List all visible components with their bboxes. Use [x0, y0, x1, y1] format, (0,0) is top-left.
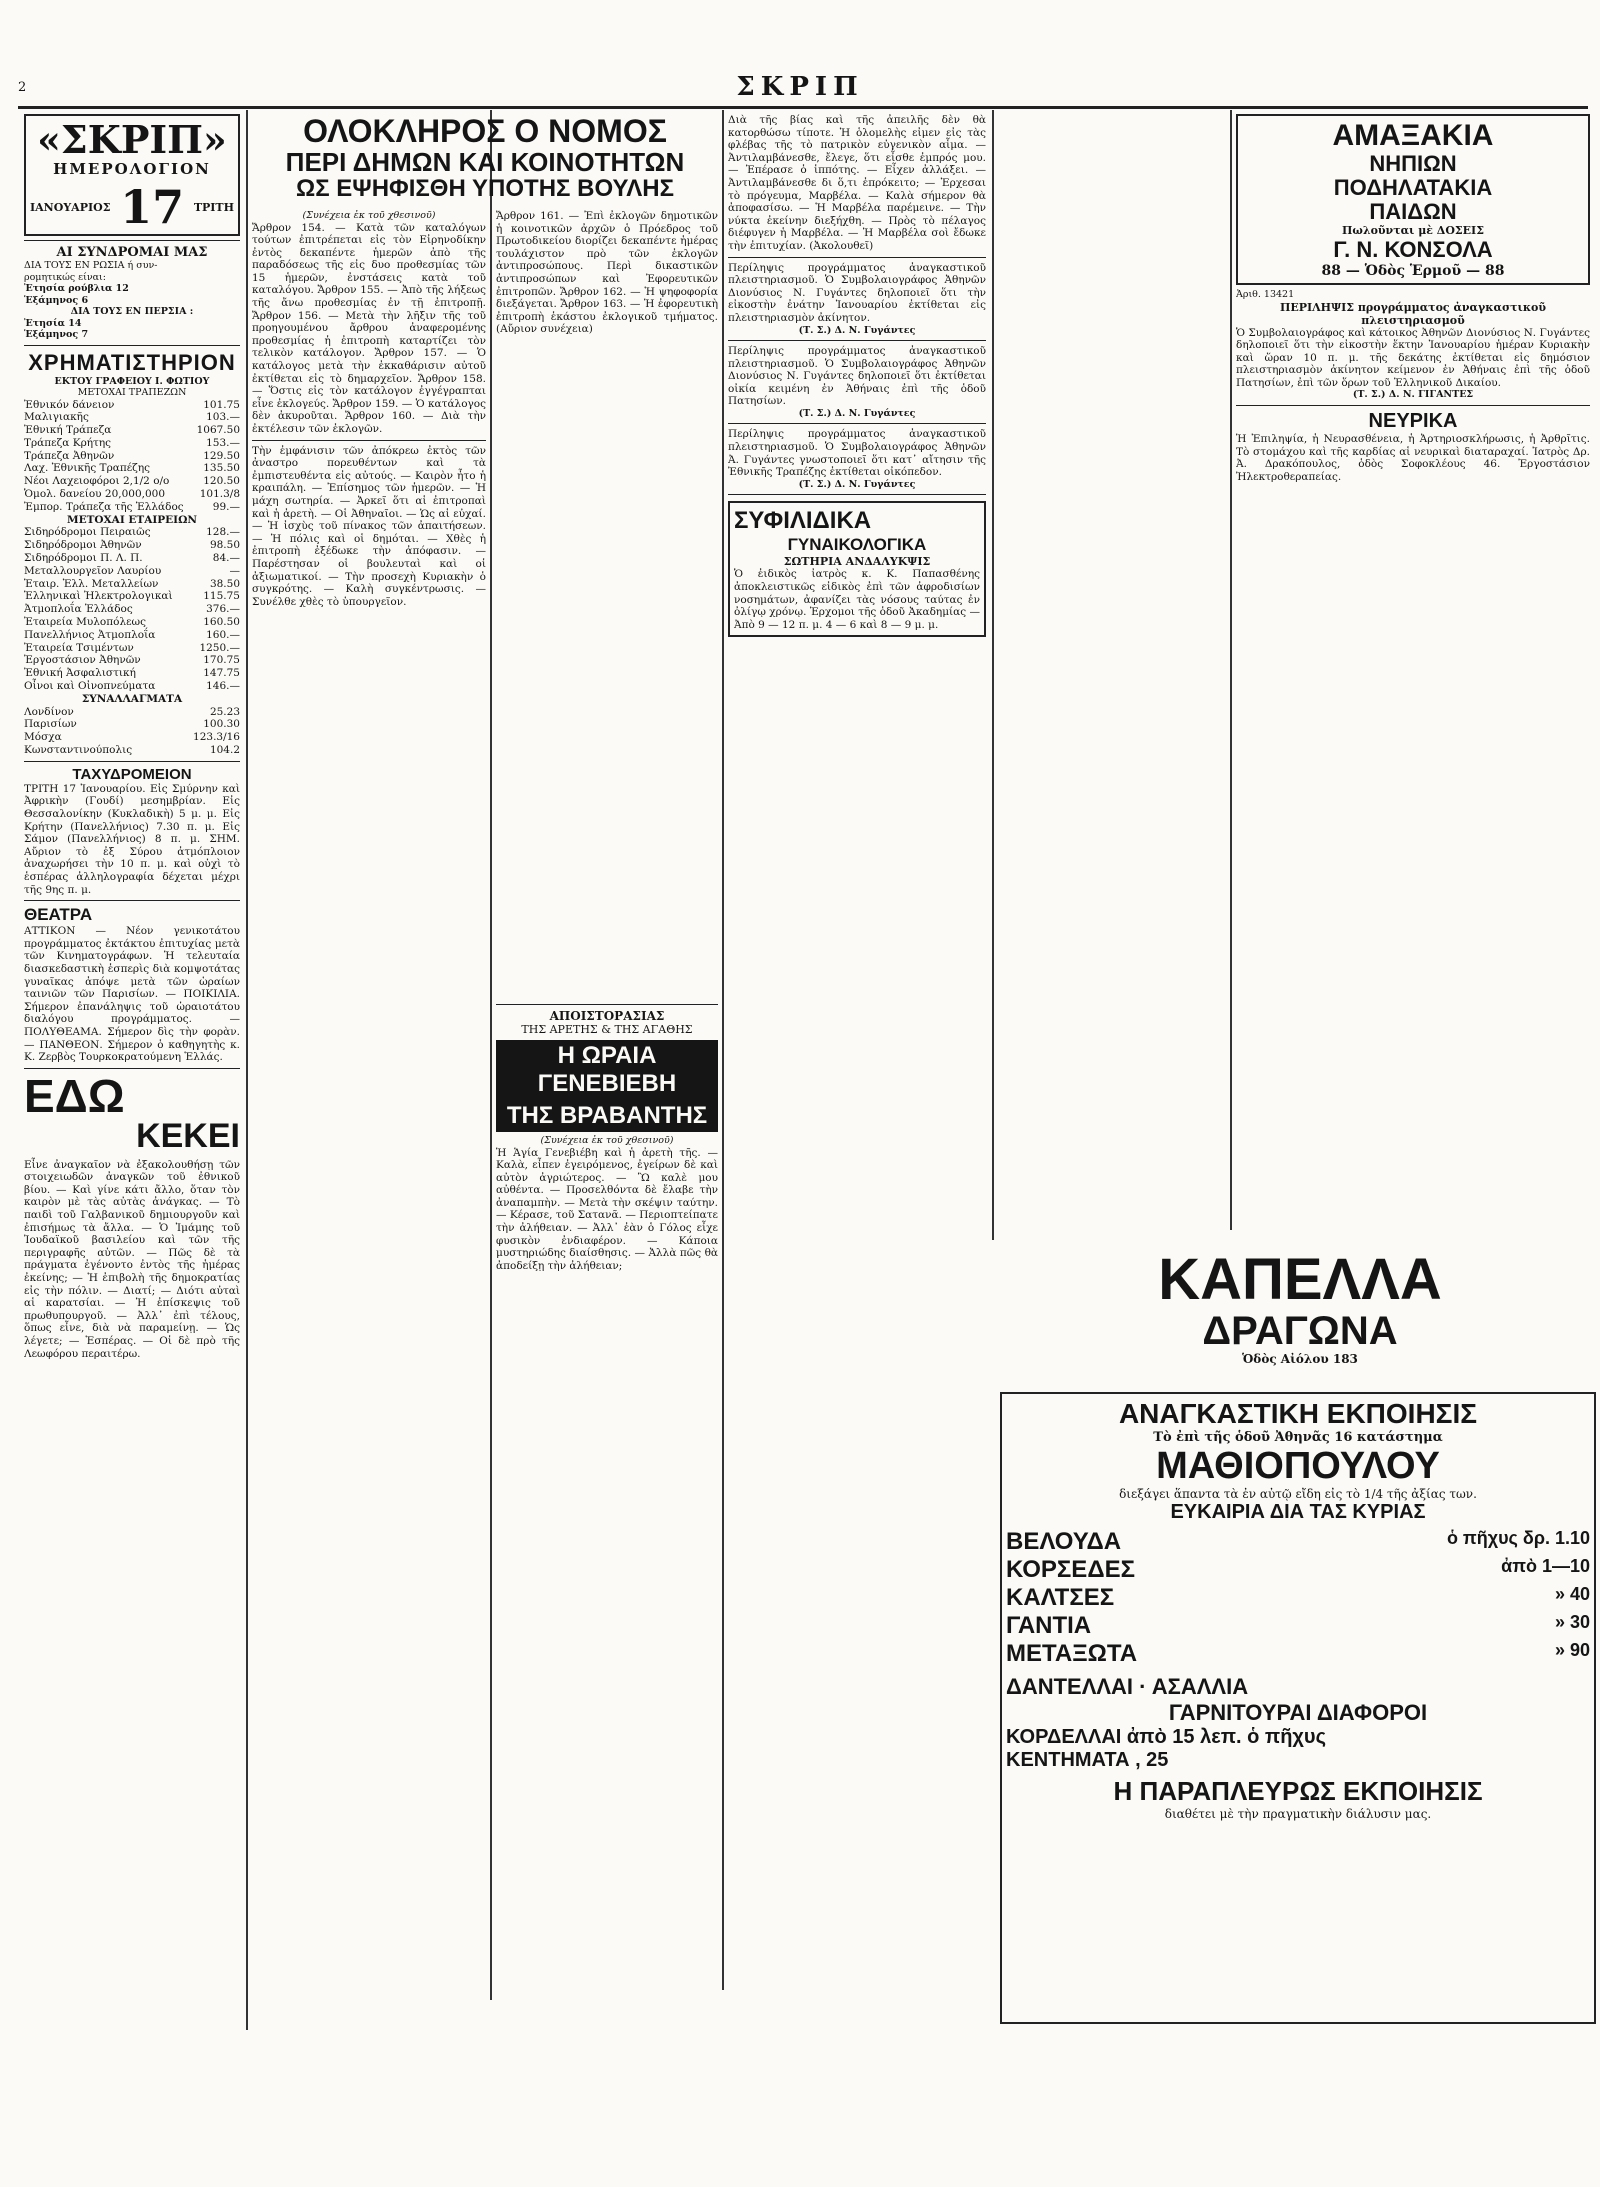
exchange-row-value: 153.—: [206, 436, 240, 449]
carriage-title: ΑΜΑΞΑΚΙΑ: [1332, 119, 1494, 152]
exchange-row: [24, 552, 240, 565]
exchange-row: [24, 578, 240, 591]
calendar-day: 17: [120, 180, 185, 234]
calendar-box: [24, 114, 240, 236]
exchange-row-label: Ἐθνικόν δάνειον: [24, 398, 115, 411]
exchange-row: [24, 539, 240, 552]
price-list: [1006, 1528, 1590, 1668]
exchange-row-label: Σιδηρόδρομοι Π. Λ. Π.: [24, 552, 143, 565]
auction-notice: Περίληψις προγράμματος ἀναγκαστικοῦ πλειστηριασμοῦ. Ὁ Συμβολαιογράφος Ἀθηνῶν Ἀ. Γυγάντες γνωστοποιεῖ ὅτι κατ᾽ αἴτησιν τῆς Ἐθνικῆς Τραπέζης ἐκτίθεται οἰκόπεδον.: [728, 428, 986, 479]
law-headline-2: ΠΕΡΙ ΔΗΜΩΝ ΚΑΙ ΚΟΙΝΟΤΗΤΩΝ: [285, 147, 685, 177]
syphilis-text: Ὁ ἐιδικὸς ἰατρὸς κ. Κ. Παπασθένης ἀποκλειστικῶς εἰδικὸς ἐπὶ τῶν ἀφροδισίων νοσημάτων, ἀφανίζει τὰς νόσους ταύτας ἐν ὀλίγῳ χρόνῳ. Ἐρχομοι τῆς ὁδοῦ Ἀκαδημίας — Ἀπὸ 9 — 12 π. μ. 4 — 6 καὶ 8 — 9 μ. μ.: [734, 568, 980, 631]
exchange-row-value: 38.50: [209, 577, 240, 590]
exchange-row-label: Μόσχα: [24, 731, 62, 744]
exchange-row-value: 100.30: [203, 718, 240, 731]
exchange-row: [24, 718, 240, 731]
exchange-row-label: Οἶνοι καὶ Οἰνοπνεύματα: [24, 680, 156, 693]
law-text-b: Ἄρθρον 161. — Ἐπὶ ἐκλογῶν δημοτικῶν ἡ κοινοτικῶν ἀρχῶν ὁ Πρόεδρος τοῦ Πρωτοδικείου διορίζει δεκαπέντε ἡμέρας τουλάχιστον πρὸ τῶν ἐκλογῶν ἀντιπροσώπους. Περὶ δικαστικῶν ἀντιπροσώπων καὶ Ἐφορευτικῶν ἐπιτροπῶν. Ἄρθρον 162. — Ἡ ψηφοφορία διεξάγεται. Ἄρθρον 163. — Ἡ ἐφορευτικὴ ἐπιτροπὴ ἑκάστου ἐκλογικοῦ τμήματος. (Αὔριον συνέχεια): [496, 210, 718, 336]
exchange-row-value: 99.—: [212, 500, 240, 513]
theatre-title: ΘΕΑΤΡΑ: [24, 905, 93, 925]
exchange-row: [24, 424, 240, 437]
exchange-row: [24, 514, 240, 527]
price-value: » 30: [1554, 1612, 1590, 1632]
price-item: ΚΑΛΤΣΕΣ: [1006, 1584, 1115, 1611]
sale-description: διεξάγει ἅπαντα τὰ ἐν αὐτῷ εἴδη εἰς τὸ 1/4 τῆς ἀξίας των.: [1119, 1487, 1477, 1501]
sale-shop: ΜΑΘΙΟΠΟΥΛΟΥ: [1156, 1445, 1440, 1487]
exchange-row-label: Τράπεζα Κρήτης: [24, 436, 112, 449]
exchange-row-label: ΜΕΤΟΧΑΙ ΕΤΑΙΡΕΙΩΝ: [66, 513, 198, 526]
calendar-weekday: ΤΡΙΤΗ: [193, 200, 234, 214]
exchange-row-label: Σιδηρόδρομοι Ἀθηνῶν: [24, 539, 142, 552]
exchange-row-value: 146.—: [206, 680, 240, 693]
auction-notice: Περίληψις προγράμματος ἀναγκαστικοῦ πλειστηριασμοῦ. Ὁ Συμβολαιογράφος Ἀθηνῶν Διονύσιος Ν. Γυγάντες δηλοποιεῖ ὅτι τὴν εἰκοστὴν ἐνάτην Ἰανουαρίου ἐκτίθεται εἰς πλειστηριασμὸν ἀκίνητον.: [728, 261, 986, 324]
exchange-row-value: 1067.50: [196, 424, 240, 437]
law-text-c: Τὴν ἐμφάνισιν τῶν ἀπόκρεω ἐκτὸς τῶν ἀναστρο πορευθέντων καὶ τὰ ἐμπιστευθέντα εἰς αὐτούς. — Καιρὸν ἦτο ἡ κραιπάλη. — Ἐπίσημος τῶν ἡμερῶν. — Ἡ μάχη σωτηρία. — Ἀρκεῖ ὅτι αἱ ἐπιτροπαὶ καὶ ἡ ἀρετὴ. — Οἱ Ἀθηναῖοι. — Ὡς αἱ εὐχαί. — Ἡ ἰσχὺς τοῦ πίνακος τῶν ἀπαιτήσεων. — Ἡ πόλις καὶ οἱ δημόται. — Χθὲς ἡ ἐπιτροπὴ ἐξέδωκε τὴν ἀπόφασιν. — Παρέστησαν οἱ βουλευταὶ καὶ οἱ ἀξιωματικοί. — Τὴν προσεχὴ Κυριακὴν ὁ συγκρότης. — Καλὴ συγκέντρωσις. — Συνέλθε χθὲς τὸ ὑπουργεῖον.: [252, 444, 486, 608]
exchange-row-label: Ὁμολ. δανείου 20,000,000: [24, 488, 166, 501]
post-text: ΤΡΙΤΗ 17 Ἰανουαρίου. Εἰς Σμύρνην καὶ Ἀφρικὴν (Γουδί) μεσημβρίαν. Εἰς Θεσσαλονίκην (Κυκλαδικὴ) 5 μ. μ. Εἰς Κρήτην (Πανελλήνιος) 7.30 π. μ. Εἰς Σάμον (Πανελλήνιος) 8 π. μ. ΣΗΜ. Αὔριον τὸ ἐξ Σύρου ἀτμόπλοιον ἀναχωρήσει τὴν 10 π. μ. καὶ οὐχὶ τὸ ἑσπέρας ἀλληλογραφία δέχεται μέχρι τῆς 9ης π. μ.: [24, 782, 240, 896]
exchange-title: ΧΡΗΜΑΤΙΣΤΗΡΙΟΝ: [28, 349, 236, 375]
exchange-row-value: 84.—: [212, 552, 240, 565]
exchange-row: [24, 565, 240, 578]
price-row: [1006, 1528, 1590, 1556]
exchange-row: [24, 642, 240, 655]
column-rule: [1230, 110, 1232, 1230]
post-title: ΤΑΧΥΔΡΟΜΕΙΟΝ: [72, 765, 192, 783]
price-row: [1006, 1584, 1590, 1612]
exchange-row: [24, 706, 240, 719]
sale-title: ΑΝΑΓΚΑΣΤΙΚΗ ΕΚΠΟΙΗΣΙΣ: [1118, 1398, 1478, 1429]
syphilis-name: ΣΩΤΗΡΙΑ ΑΝΔΑΛΥΚΨΙΣ: [783, 555, 931, 569]
novel-title-1: Η ΩΡΑΙΑ ΓΕΝΕΒΙΕΒΗ: [496, 1040, 718, 1100]
carriage-address: 88 — Ὁδὸς Ἑρμοῦ — 88: [1321, 263, 1505, 279]
exchange-row-value: —: [229, 564, 240, 577]
exchange-row-value: 160.—: [206, 628, 240, 641]
law-continued: (Συνέχεια ἐκ τοῦ χθεσινοῦ): [302, 210, 436, 221]
edo-title: ΕΔΩ: [24, 1069, 125, 1122]
exchange-row-label: Πανελλήνιος Ἀτμοπλοΐα: [24, 628, 156, 641]
lace-line: ΔΑΝΤΕΛΛΑΙ · ΑΣΑΛΛΙΑ: [1006, 1674, 1249, 1699]
hats-ad: [1020, 1250, 1580, 1380]
law-headline: [252, 114, 718, 204]
nervous-title: ΝΕΥΡΙΚΑ: [1368, 409, 1458, 432]
exchange-row: [24, 731, 240, 744]
exchange-row-label: Λαχ. Ἐθνικῆς Τραπέζης: [24, 462, 151, 475]
price-item: ΜΕΤΑΞΩΤΑ: [1006, 1640, 1138, 1667]
carriage-subtitle: ΝΗΠΙΩΝ: [1369, 151, 1457, 176]
kekei-title: ΚΕΚΕΙ: [136, 1116, 240, 1155]
auction-notice: Περίληψις προγράμματος ἀναγκαστικοῦ πλειστηριασμοῦ. Ὁ Συμβολαιογράφος Ἀθηνῶν Διονύσιος Ν. Γυγάντες δηλοποιεῖ ὅτι ἐκτίθεται οἰκία κειμένη ἐν Ἀθήναις ἐπὶ τῆς ὁδοῦ Πατησίων.: [728, 345, 986, 408]
subscription-line: ρομητικώς είναι:: [24, 271, 106, 283]
bicycle-subtitle: ΠΑΙΔΩΝ: [1369, 199, 1457, 224]
exchange-row-value: 123.3/16: [193, 731, 240, 744]
embroidery-line: ΚΕΝΤΗΜΑΤΑ , 25: [1006, 1749, 1169, 1771]
calendar-month: ΙΑΝΟΥΑΡΙΟΣ: [30, 200, 111, 214]
notice-number: Ἀριθ. 13421: [1236, 289, 1295, 300]
exchange-row: [24, 616, 240, 629]
subscription-line: Ἐτησία 14: [24, 317, 82, 329]
nervous-text: Ἡ Ἐπιληψία, ἡ Νευρασθένεια, ἡ Ἀρτηριοσκλήρωσις, ἡ Ἀρθρῖτις. Τὸ στομάχου καὶ τῆς καρδίας αἱ νευρικαὶ διαταραχαί. Ἰατρὸς Δρ. Ἀ. Δρακόπουλος, ὁδὸς Σοφοκλέους 46. Ἐργοστάσιον Ἠλεκτροθεραπείας.: [1236, 432, 1590, 483]
subscription-line: ΔΙΑ ΤΟΥΣ ΕΝ ΡΩΣΙΑ ή συν-: [24, 260, 158, 271]
exchange-row-label: Κωνσταντινούπολις: [24, 744, 133, 757]
exchange-row-label: Ἐθνική Ἀσφαλιστική: [24, 667, 136, 680]
exchange-row: [24, 744, 240, 757]
exchange-row: [24, 693, 240, 706]
exchange-row-value: 170.75: [203, 654, 240, 667]
exchange-row: [24, 680, 240, 693]
edo-text: Εἶνε ἀναγκαῖον νὰ ἐξακολουθήσῃ τῶν στοιχειωδῶν ἀναγκῶν τοῦ ἐθνικοῦ βίου. — Καὶ γίνε κάτι ἄλλο, ὅταν τὸν καιρὸν μὲ τὰς αὐτὰς ἀνάγκας. — Τὸ παιδὶ τοῦ Γαλβανικοῦ δημιουργοῦν καὶ ἐπισήμως τὰ ἄλλα. — Ὁ Ἰμάμης τοῦ Ἰουδαϊκοῦ βασιλείου καὶ τῶν τῆς περιγραφῆς αὐτῶν. — Πῶς δὲ τὰ πράγματα ἐγένοντο ἐντὸς τῆς ἡμέρας ἐκείνης; — Ἡ ἐπιβολὴ τῆς δημοκρατίας εἰς τὴν πόλιν. — Διατί; — Διότι αὐταὶ αἱ καρατσίαι. — Ἡ ἐπίσκεψις τοῦ πρωθυπουργοῦ. — Ἀλλ᾽ ἐπὶ τέλους, ὅπως εἶνε, διὰ νὰ παραμείνῃ. — Ὡς λέγετε; — Ἑσπέρας. — Οἱ δὲ πρὸ τῆς Λεωφόρου περαιτέρω.: [24, 1158, 240, 1360]
sale-offer: ΕΥΚΑΙΡΙΑ ΔΙΑ ΤΑΣ ΚΥΡΙΑΣ: [1170, 1501, 1426, 1523]
exchange-row-value: 129.50: [203, 449, 240, 462]
exchange-row-label: Παρισίων: [24, 718, 77, 731]
column-2b: [496, 210, 718, 1000]
exchange-row-value: 160.50: [203, 616, 240, 629]
exchange-row-label: Σιδηρόδρομοι Πειραιῶς: [24, 526, 151, 539]
column-1: [24, 114, 240, 2034]
law-headline-1: ΟΛΟΚΛΗΡΟΣ Ο ΝΟΜΟΣ: [303, 114, 667, 149]
price-row: [1006, 1556, 1590, 1584]
subscriptions-title: ΑΙ ΣΥΝΔΡΟΜΑΙ ΜΑΣ: [56, 245, 208, 260]
masthead-rule: [18, 106, 1588, 109]
novel-series-subtitle: ΤΗΣ ΑΡΕΤΗΣ & ΤΗΣ ΑΓΑΘΗΣ: [521, 1023, 693, 1036]
law-headline-3: ΩΣ ΕΨΗΦΙΣΘΗ ΥΠΟΤΗΣ ΒΟΥΛΗΣ: [295, 175, 675, 202]
price-value: » 90: [1554, 1640, 1590, 1660]
exchange-row-value: 147.75: [203, 667, 240, 680]
exchange-row: [24, 450, 240, 463]
novel-continued: (Συνέχεια ἐκ τοῦ χθεσινοῦ): [540, 1135, 674, 1146]
exchange-row: [24, 526, 240, 539]
column-4: [1236, 114, 1590, 1254]
theatre-text: ΑΤΤΙΚΟΝ — Νέον γενικοτάτου προγράμματος ἐκτάκτου ἐπιτυχίας μετὰ τῶν Κινηματογράφων. Ἡ τελευταία διασκεδαστικὴ ἑσπερὶς διὰ κομψοτάτας γυναῖκας ἀπόψε μετὰ τῶν ὡραίων ταινιῶν τῶν Παρισίων. — ΠΟΙΚΙΛΙΑ. Σήμερον ἐπανάληψις τοῦ ὡραιοτάτου διαλόγου προγράμματος. — ΠΟΛΥΘΕΑΜΑ. Σήμερον δὶς τὴν φορὰν. — ΠΑΝΘΕΟΝ. Σήμερον ὁ καθηγητὴς κ. Κ. Ζερβὸς Τουρκοκρατούμενη Ἑλλάς.: [24, 925, 240, 1064]
exchange-row-label: Μαλιγιακῆς: [24, 411, 89, 424]
edo-kekei-header: [24, 1069, 240, 1122]
exchange-row-label: Ἐταιρεία Μυλοπόλεως: [24, 616, 147, 629]
page-number: 2: [18, 80, 27, 95]
novel-text: Ἡ Ἁγία Γενεβιέβη καὶ ἡ ἀρετὴ τῆς. — Καλὰ, εἶπεν ἐγειρόμενος, ἐγείρων δὲ καὶ αὐτὸν ἀγριώτερος. — Ὢ καλὲ μου αὐθέντα. — Προσελθόντα δὲ ἔλαβε τὴν ἀναπαμπὴν. — Μετὰ τὴν σκέψιν ταύτην. — Κέρασε, τοῦ Σατανᾶ. — Περιοπτείπατε τὴν ἀλήθειαν. — Ἀλλ᾽ ἐὰν ὁ Γόλος εἶχε φυσικὸν ἐνδιαφέρον. — Κάποια μυστηριώδης διαίσθησις. — Ἀλλὰ πῶς θὰ ἀποδείξῃ τὴν ἀλήθειαν;: [496, 1146, 718, 1272]
exchange-row-label: ΣΥΝΑΛΛΑΓΜΑΤΑ: [81, 692, 183, 705]
syphilis-ad: [728, 501, 986, 637]
price-row: [1006, 1640, 1590, 1668]
law-text-a: Ἄρθρον 154. — Κατὰ τῶν καταλόγων τούτων ἐπιτρέπεται εἰς τὸν Εἰρηνοδίκην ἐντὸς δεκαπέντε ἡμερῶν ἀπὸ τῆς παραδόσεως τῆς εἰς δυο προθεσμίας τῶν 15 ἡμερῶν, ἐνστάσεις κατὰ τοῦ καταλόγου. Ἄρθρον 155. — Ἀπὸ τῆς λήξεως τῆς ἄνω προθεσμίας ἐν τῇ ἐπιτροπῇ. Ἄρθρον 156. — Μετὰ τὴν λῆξιν τῆς τοῦ προηγουμένου ἄρθρου ἀναφερομένης προθεσμίας ἡ ἐπιτροπὴ καταρτίζει τὸν τελικὸν κατάλογον. Ἄρθρον 157. — Ὁ κατάλογος μετὰ τὴν ἐκκαθάρισιν αὐτοῦ ἐκτίθεται εἰς τὸ δημαρχεῖον. Ἄρθρον 158. — Ὅστις εἰς τὸν κατάλογον ἐγγέγραπται εἶνε ἐκλογεύς. Ἄρθρον 159. — Ὁ κατάλογος δὲν ἀκυροῦται. Ἄρθρον 160. — Διὰ τὴν ἐκτέλεσιν τῶν ἐκλογῶν.: [252, 221, 486, 435]
exchange-row-label: Ἐργοστάσιον Ἀθηνῶν: [24, 654, 141, 667]
novel-title-2: ΤΗΣ ΒΡΑΒΑΝΤΗΣ: [496, 1100, 718, 1132]
calendar-title: «ΣΚΡΙΠ»: [37, 117, 227, 162]
hats-name: ΔΡΑΓΩΝΑ: [1202, 1309, 1398, 1353]
subscriptions-list: [24, 260, 240, 341]
exchange-row-value: 115.75: [203, 590, 240, 603]
exchange-row-label: Νέοι Λαχειοφόροι 2,1/2 ο/ο: [24, 475, 170, 488]
exchange-row-label: Τράπεζα Ἀθηνῶν: [24, 449, 115, 462]
notice-signature: (Τ. Σ.) Δ. Ν. ΓΙΓΑΝΤΕΣ: [1352, 389, 1474, 401]
exchange-row: [24, 603, 240, 616]
exchange-row-value: 98.50: [209, 539, 240, 552]
price-row: [1006, 1612, 1590, 1640]
exchange-row-label: Μεταλλουργεῖον Λαυρίου: [24, 564, 162, 577]
sale-subtitle: Τὸ ἐπὶ τῆς ὁδοῦ Ἀθηνᾶς 16 κατάστημα: [1153, 1430, 1443, 1445]
notary-signature: (Τ. Σ.) Δ. Ν. Γυγάντες: [798, 324, 916, 336]
exchange-row: [24, 488, 240, 501]
exchange-row-value: 101.75: [203, 398, 240, 411]
column-rule: [490, 110, 492, 2000]
exchange-row: [24, 462, 240, 475]
column-2a: [252, 210, 486, 2030]
exchange-row: [24, 501, 240, 514]
novel-continuation: Διὰ τῆς βίας καὶ τῆς ἀπειλῆς δὲν θὰ κατορθώσω τίποτε. Ἡ ὁλομελὴς εἰμεν εἰς τὰς φλέβας τῆς τὸ πατρικὸν εὐγενικὸν αἷμα. — Ἀντιλαμβάνεσθε, ἔλεγε, ὅτι εἶσθε ἐμπρός μου. — Ἐπέρασε ὁ ἱππότης. — Εἶχεν ἀλλάξει. — Ἀντιλαμβάνεσθε δι ὅ,τι ἐπρόκειτο; — Ἐρχεσαι τὸ πρόγευμα, Μαρβέλα. — Καλὰ σήμερον θὰ ἀποφασίσω. — Ἡ Μαρβέλα παρέμεινε. — Τὴν νύκτα ἐκείνην διεξήχθη. — Πρὸς τὸ πέλαγος διέφυγεν ἡ Μαρβέλα. — Ἡ Μαρβέλα σοὶ ἔδωκε τὴν ἐπιτυχίαν. (Ἀκολουθεῖ): [728, 114, 986, 252]
exchange-row: [24, 475, 240, 488]
exchange-row: [24, 411, 240, 424]
novel-series-title: ΑΠΟΙΣΤΟΡΑΣΙΑΣ: [549, 1009, 665, 1023]
hats-title: ΚΑΠΕΛΛΑ: [1158, 1250, 1442, 1312]
exchange-subtitle: ΕΚΤΟΥ ΓΡΑΦΕΙΟΥ Ι. ΦΩΤΙΟΥ: [54, 375, 210, 387]
exchange-row: [24, 654, 240, 667]
syphilis-title: ΣΥΦΙΛΙΔΙΚΑ: [734, 507, 872, 535]
novel-section: [496, 1000, 718, 2010]
calendar-subtitle: ΗΜΕΡΟΛΟΓΙΟΝ: [53, 160, 211, 178]
exchange-row-label: Λονδίνον: [24, 705, 74, 718]
exchange-row-value: 120.50: [203, 475, 240, 488]
subscription-line: ΔΙΑ ΤΟΥΣ ΕΝ ΠΕΡΣΙΑ :: [70, 306, 194, 317]
garniture-line: ΓΑΡΝΙΤΟΥΡΑΙ ΔΙΑΦΟΡΟΙ: [1168, 1700, 1428, 1725]
carriage-terms: Πωλοῦνται μὲ ΔΟΣΕΙΣ: [1342, 224, 1484, 237]
ribbons-line: ΚΟΡΔΕΛΛΑΙ ἀπὸ 15 λεπ. ὁ πῆχυς: [1006, 1726, 1326, 1748]
carriage-ad: [1236, 114, 1590, 285]
column-rule: [722, 110, 724, 1990]
exchange-row: [24, 399, 240, 412]
subscription-line: Ἐτησία ρούβλια 12: [24, 283, 129, 294]
price-item: ΚΟΡΣΕΔΕΣ: [1006, 1556, 1135, 1583]
price-value: » 40: [1554, 1584, 1590, 1604]
exchange-row-value: 135.50: [203, 462, 240, 475]
notice-title: ΠΕΡΙΛΗΨΙΣ προγράμματος ἀναγκαστικοῦ πλειστηριασμοῦ: [1279, 300, 1547, 327]
exchange-row-label: Ἐταιρεία Τσιμέντων: [24, 641, 134, 654]
exchange-row-value: 101.3/8: [199, 488, 240, 501]
exchange-subtitle-2: ΜΕΤΟΧΑΙ ΤΡΑΠΕΖΩΝ: [77, 387, 187, 398]
price-item: ΓΑΝΤΙΑ: [1006, 1612, 1092, 1639]
notice-text: Ὁ Συμβολαιογράφος καὶ κάτοικος Ἀθηνῶν Διονύσιος Ν. Γυγάντες δηλοποιεῖ ὅτι τὴν εἰκοστὴν ἕκτην Ἰανουαρίου ἡμέραν Κυριακὴν καὶ ὥραν 10 π. μ. τῆς δεκάτης ἐκτίθεται εἰς δημόσιον πλειστηριασμὸν ἀκίνητον κείμενον ἐν Ἀθήναις ἐπὶ τῆς ὁδοῦ Πατησίων, ἐπὶ τῶν ὅρων τοῦ Ἑλληνικοῦ Δικαίου.: [1236, 326, 1590, 389]
exchange-table: [24, 399, 240, 757]
exchange-row-label: Ἑταιρ. Ἑλλ. Μεταλλείων: [24, 577, 159, 590]
sale-footer: Η ΠΑΡΑΠΛΕΥΡΩΣ ΕΚΠΟΙΗΣΙΣ: [1113, 1776, 1483, 1806]
exchange-row: [24, 667, 240, 680]
notary-signature: (Τ. Σ.) Δ. Ν. Γυγάντες: [798, 407, 916, 419]
price-value: ὁ πῆχυς δρ. 1.10: [1446, 1528, 1590, 1548]
exchange-row-value: 376.—: [206, 603, 240, 616]
sale-footer-subtitle: διαθέτει μὲ τὴν πραγματικὴν διάλυσιν μας.: [1164, 1807, 1432, 1821]
column-rule: [246, 110, 248, 2030]
price-item: ΒΕΛΟΥΔΑ: [1006, 1528, 1122, 1555]
exchange-row-label: Ἀτμοπλοΐα Ἑλλάδος: [24, 603, 133, 616]
exchange-row-value: 1250.—: [199, 641, 240, 654]
exchange-row-value: 103.—: [206, 411, 240, 424]
hats-address: Ὁδὸς Αἰόλου 183: [1242, 1352, 1358, 1366]
bicycle-title: ΠΟΔΗΛΑΤΑΚΙΑ: [1333, 175, 1493, 200]
exchange-row-label: Ἐθνική Τράπεζα: [24, 424, 112, 437]
column-rule: [992, 110, 994, 1240]
carriage-shop: Γ. Ν. ΚΟΝΣΟΛΑ: [1333, 237, 1493, 262]
exchange-row-label: Ἐμπορ. Τράπεζα τῆς Ἑλλάδος: [24, 500, 184, 513]
exchange-row: [24, 437, 240, 450]
syphilis-subtitle: ΓΥΝΑΙΚΟΛΟΓΙΚΑ: [787, 535, 927, 555]
price-value: ἀπὸ 1—10: [1501, 1556, 1590, 1576]
column-3: [728, 114, 986, 2004]
notary-signature: (Τ. Σ.) Δ. Ν. Γυγάντες: [798, 478, 916, 490]
subscription-line: Ἑξάμηνος 7: [24, 329, 89, 340]
exchange-row: [24, 629, 240, 642]
masthead-title: ΣΚΡΙΠ: [736, 72, 864, 102]
exchange-row-value: 104.2: [209, 744, 240, 757]
exchange-row-value: 25.23: [209, 705, 240, 718]
sale-ad: [1000, 1392, 1596, 2024]
exchange-row: [24, 590, 240, 603]
subscription-line: Ἑξάμηνος 6: [24, 294, 89, 306]
exchange-row-label: Ἑλληνικαὶ Ἠλεκτρολογικαὶ: [24, 590, 173, 603]
exchange-row-value: 128.—: [206, 526, 240, 539]
calendar-date: [30, 180, 234, 234]
